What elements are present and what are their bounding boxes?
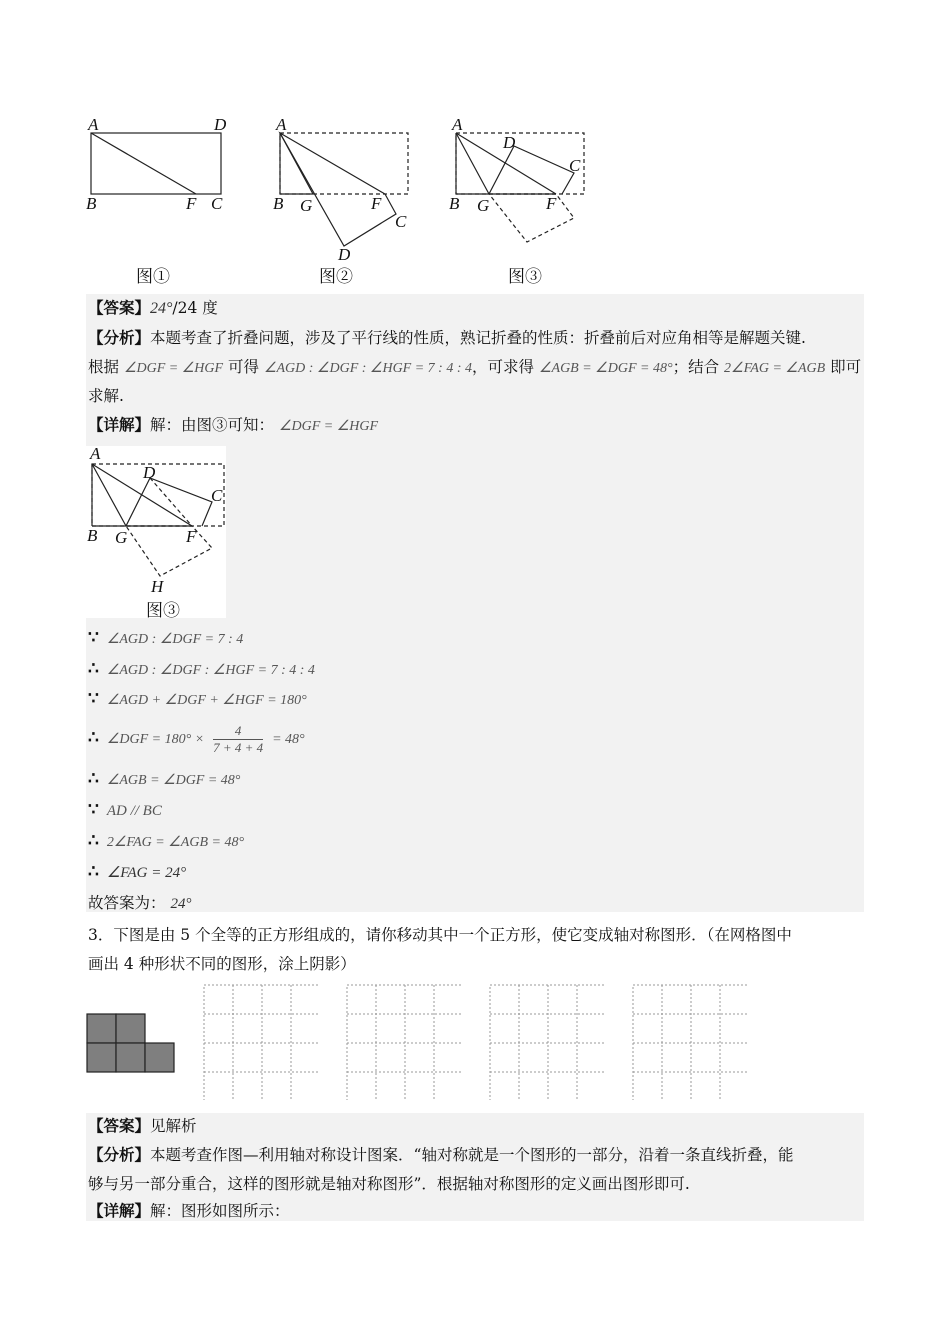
step-expr: ∠DGF = 180° × — [106, 732, 205, 747]
detail-text: 解：图形如图所示： — [150, 1202, 290, 1220]
answer-value: 24° — [150, 300, 173, 317]
step-symbol: ∴ — [88, 659, 99, 679]
q2-detail-line — [88, 414, 378, 438]
figure-1 — [91, 133, 221, 194]
answer-suffix: /24 度 — [172, 299, 218, 317]
step-symbol: ∴ — [88, 831, 99, 851]
step-expr: AD // BC — [106, 803, 162, 819]
detail-fig-label-h: H — [151, 577, 164, 596]
fig3-label-g: G — [477, 196, 490, 215]
grid-4[interactable] — [632, 984, 748, 1100]
analysis-text: 根据 — [88, 358, 120, 376]
analysis-tag: 【分析】 — [88, 1145, 151, 1164]
step-7 — [88, 830, 244, 854]
q3-question-line1: 3．下图是由 5 个全等的正方形组成的，请你移动其中一个正方形，使它变成轴对称图形．（在网格图中 — [88, 926, 792, 944]
analysis-text: 本题考查作图—利用轴对称设计图案．“轴对称就是一个图形的一部分，沿着一条直线折叠，能 — [150, 1146, 794, 1164]
analysis-text: 本题考查了折叠问题，涉及了平行线的性质，熟记折叠的性质：折叠前后对应角相等是解题关键. — [150, 329, 806, 347]
detail-math: ∠DGF = ∠HGF — [278, 419, 379, 434]
step-3 — [88, 688, 307, 712]
step-symbol: ∴ — [88, 728, 99, 748]
q3-answer-line — [88, 1115, 197, 1137]
detail-tag: 【详解】 — [88, 415, 151, 434]
fig3-label-a: A — [452, 115, 463, 134]
fig3-label-f: F — [546, 194, 557, 213]
q2-answer-line — [88, 297, 218, 320]
fig2-label-c: C — [395, 212, 407, 231]
analysis-math: ∠AGB = ∠DGF = 48° — [538, 361, 673, 376]
detail-fig-label-f: F — [186, 527, 197, 546]
detail-tag: 【详解】 — [88, 1201, 151, 1220]
q2-analysis-line1 — [88, 327, 806, 349]
fig1-label-d: D — [214, 115, 227, 134]
fig3-label-c: C — [569, 156, 581, 175]
analysis-text: 即可 — [830, 358, 862, 376]
step-1 — [88, 627, 243, 651]
grid-3[interactable] — [489, 984, 605, 1100]
q2-analysis-line3: 求解. — [88, 387, 124, 405]
fig3-label-d: D — [503, 133, 516, 152]
fraction-numerator: 4 — [213, 723, 263, 740]
step-symbol: ∵ — [88, 689, 99, 709]
five-square-shape — [86, 1013, 176, 1073]
detail-fig-caption: 图③ — [146, 601, 180, 621]
detail-fig-label-g: G — [115, 528, 128, 547]
step-symbol: ∴ — [88, 862, 99, 882]
analysis-text: ，可求得 — [472, 358, 535, 376]
grid-2[interactable] — [346, 984, 462, 1100]
final-value: 24° — [170, 896, 192, 912]
q3-question-line2: 画出 4 种形状不同的图形，涂上阴影） — [88, 955, 356, 973]
step-expr: ∠FAG = 24° — [106, 865, 187, 881]
final-answer-line — [88, 892, 191, 915]
step-expr: = 48° — [272, 732, 305, 747]
fig1-label-b: B — [86, 194, 97, 213]
step-expr: ∠AGB = ∠DGF = 48° — [106, 773, 241, 788]
fig1-caption: 图① — [136, 267, 170, 287]
fig3-label-b: B — [449, 194, 460, 213]
analysis-tag: 【分析】 — [88, 328, 151, 347]
step-expr: 2∠FAG = ∠AGB = 48° — [106, 835, 245, 850]
detail-fig-label-d: D — [143, 463, 156, 482]
q2-analysis-line2 — [88, 356, 861, 380]
step-6 — [88, 799, 162, 822]
step-symbol: ∵ — [88, 628, 99, 648]
analysis-math: ∠DGF = ∠HGF — [123, 361, 224, 376]
fig3-caption: 图③ — [508, 267, 542, 287]
analysis-math: 2∠FAG = ∠AGB — [724, 361, 826, 376]
answer-text: 见解析 — [150, 1117, 197, 1135]
answer-tag: 【答案】 — [88, 1116, 151, 1135]
figure-3 — [456, 133, 584, 242]
step-8 — [88, 861, 186, 884]
analysis-text: 可得 — [227, 358, 259, 376]
analysis-math: ∠AGD : ∠DGF : ∠HGF = 7 : 4 : 4 — [263, 361, 473, 376]
step-2 — [88, 658, 315, 682]
fig1-label-c: C — [211, 194, 223, 213]
step-4 — [88, 716, 305, 762]
step-expr: ∠AGD : ∠DGF = 7 : 4 — [106, 632, 244, 647]
step-expr: ∠AGD + ∠DGF + ∠HGF = 180° — [106, 693, 307, 708]
step-5 — [88, 768, 240, 792]
grid-1[interactable] — [203, 984, 319, 1100]
fig2-label-d: D — [338, 245, 351, 264]
step-symbol: ∵ — [88, 800, 99, 820]
fig1-label-f: F — [186, 194, 197, 213]
detail-fig-label-a: A — [90, 444, 101, 463]
q3-analysis-line1 — [88, 1144, 793, 1166]
fig1-label-a: A — [88, 115, 99, 134]
fig2-label-a: A — [276, 115, 287, 134]
detail-text: 解：由图③可知： — [150, 416, 275, 434]
figure-2 — [280, 133, 408, 246]
q3-detail-line — [88, 1200, 290, 1222]
fig2-label-b: B — [273, 194, 284, 213]
fraction-denominator: 7 + 4 + 4 — [213, 739, 264, 755]
answer-tag: 【答案】 — [88, 298, 151, 317]
q3-analysis-line2: 够与另一部分重合，这样的图形就是轴对称图形”．根据轴对称图形的定义画出图形即可. — [88, 1175, 690, 1193]
fig2-caption: 图② — [319, 267, 353, 287]
fig2-label-f: F — [371, 194, 382, 213]
final-text: 故答案为： — [88, 894, 166, 912]
step-symbol: ∴ — [88, 769, 99, 789]
step-fraction — [213, 723, 263, 756]
detail-fig-label-b: B — [87, 526, 98, 545]
detail-fig-label-c: C — [211, 486, 223, 505]
analysis-text: ；结合 — [672, 358, 720, 376]
step-expr: ∠AGD : ∠DGF : ∠HGF = 7 : 4 : 4 — [106, 663, 315, 678]
fig2-label-g: G — [300, 196, 313, 215]
